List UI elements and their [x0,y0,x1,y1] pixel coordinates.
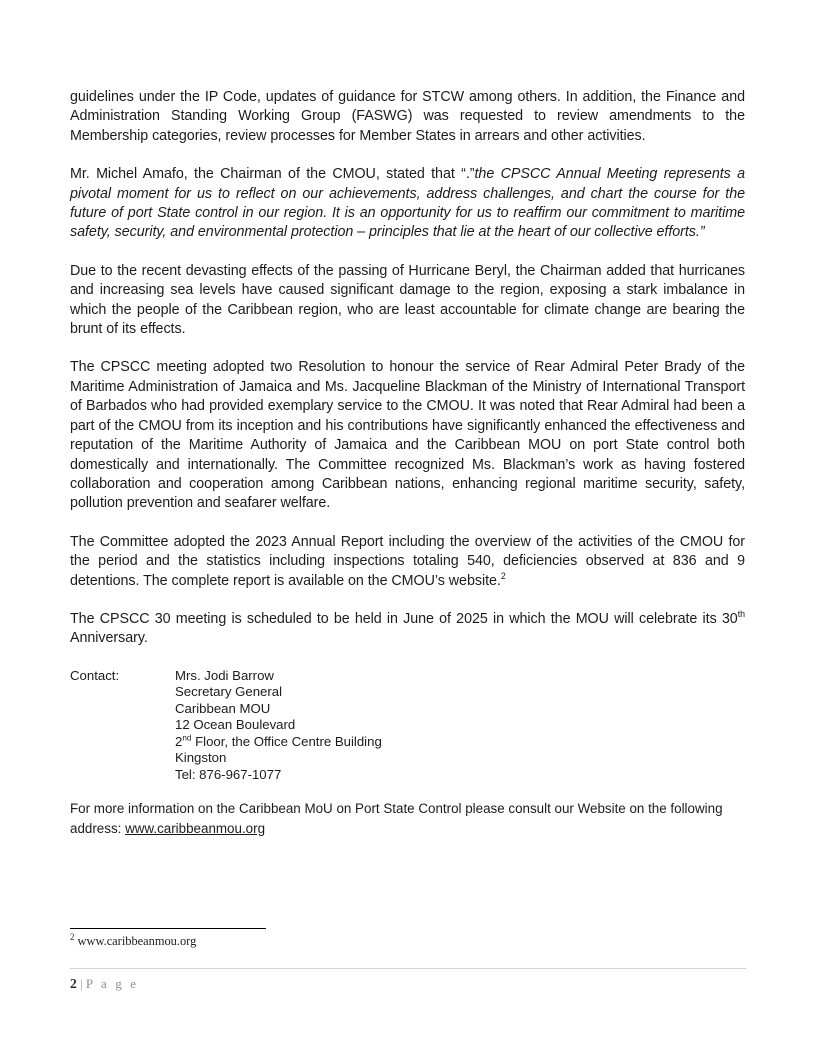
footnote-area [70,928,745,949]
contact-block [70,668,745,784]
page-footer [70,968,746,992]
paragraph-hurricane-beryl: Due to the recent devasting effects of the passing of Hurricane Beryl, the Chairman added that hurricanes and increasing sea levels have caused significant damage to the region, exposing a stark imbalance in which the people of the Caribbean region, who are least accountable for climate change are bearing the brunt of its effects. [70,262,745,338]
ordinal-suffix-nd: nd [182,733,192,743]
footer-divider-rule [70,968,746,969]
contact-line-name: Mrs. Jodi Barrow [175,667,274,683]
contact-line-city: Kingston [175,750,227,766]
paragraph-next-meeting [70,610,745,649]
paragraph-resolutions: The CPSCC meeting adopted two Resolution to honour the service of Rear Admiral Peter Brady of the Maritime Administration of Jamaica and Ms. Jacqueline Blackman of the Ministry of International Transport of Barbados who had provided exemplary service to the CMOU. It was noted that Rear Admiral had been a part of the CMOU from its inception and his contributions have significantly enhanced the effectiveness and reputation of the Maritime Authority of Jamaica and the Caribbean MOU on port State control both domestically and internationally. The Committee recognized Ms. Blackman’s work as having fostered collaboration and cooperation among Caribbean nations, enhancing regional maritime security, safety, pollution prevention and seafarer welfare. [70,359,745,512]
contact-line-title: Secretary General [175,684,283,700]
quote-text: the CPSCC Annual Meeting represents a pivotal moment for us to reflect on our achievements, address challenges, and chart the course for the future of port State control in our region. It is an opportunity for us to reaffirm our commitment to maritime safety, security, and environmental protection – principles that lie at the heart of our collective efforts.” [70,166,746,241]
caribbeanmou-website-link[interactable]: www.caribbeanmou.org [125,820,266,836]
page-number-indicator [70,976,746,992]
annual-report-text: The Committee adopted the 2023 Annual Report including the overview of the activities of the CMOU for the period and the statistics including inspections totaling 540, deficiencies observed at 836 and 9 detentions. The complete report is available on the CMOU’s website. [70,533,745,589]
paragraph-guidelines: guidelines under the IP Code, updates of guidance for STCW among others. In addition, the Finance and Administration Standing Working Group (FASWG) was requested to review amendments to the Membership categories, review processes for Member States in arrears and other activities. [70,89,745,144]
footnote-entry [70,931,745,949]
contact-label: Contact: [70,667,120,683]
footnote-reference-marker: 2 [500,570,506,581]
footnote-number: 2 [70,931,75,942]
website-note-text: For more information on the Caribbean MoU on Port State Control please consult our Website on the following address: [70,801,723,836]
ordinal-suffix-th: th [737,609,745,620]
footnote-url-text: www.caribbeanmou.org [74,934,197,948]
floor-number: 2 [175,733,183,749]
next-meeting-text-before: The CPSCC 30 meeting is scheduled to be held in June of 2025 in which the MOU will celebrate its 30 [70,610,738,627]
next-meeting-text-after: Anniversary. [70,630,148,647]
page-number: 2 [70,976,77,991]
document-body [70,88,745,838]
footer-separator: | [76,976,86,991]
paragraph-chairman-quote [70,165,745,243]
footnote-separator-rule [70,928,266,929]
paragraph-annual-report [70,533,745,591]
contact-line-floor [175,734,745,751]
contact-line-telephone: Tel: 876-967-1077 [175,766,282,782]
quote-lead-in: Mr. Michel Amafo, the Chairman of the CMOU, stated that “.” [70,166,475,183]
website-note [70,799,745,838]
footer-page-word: P a g e [85,976,139,991]
contact-details [175,668,745,784]
contact-line-organization: Caribbean MOU [175,700,271,716]
contact-line-street: 12 Ocean Boulevard [175,717,296,733]
floor-rest: Floor, the Office Centre Building [191,733,382,749]
